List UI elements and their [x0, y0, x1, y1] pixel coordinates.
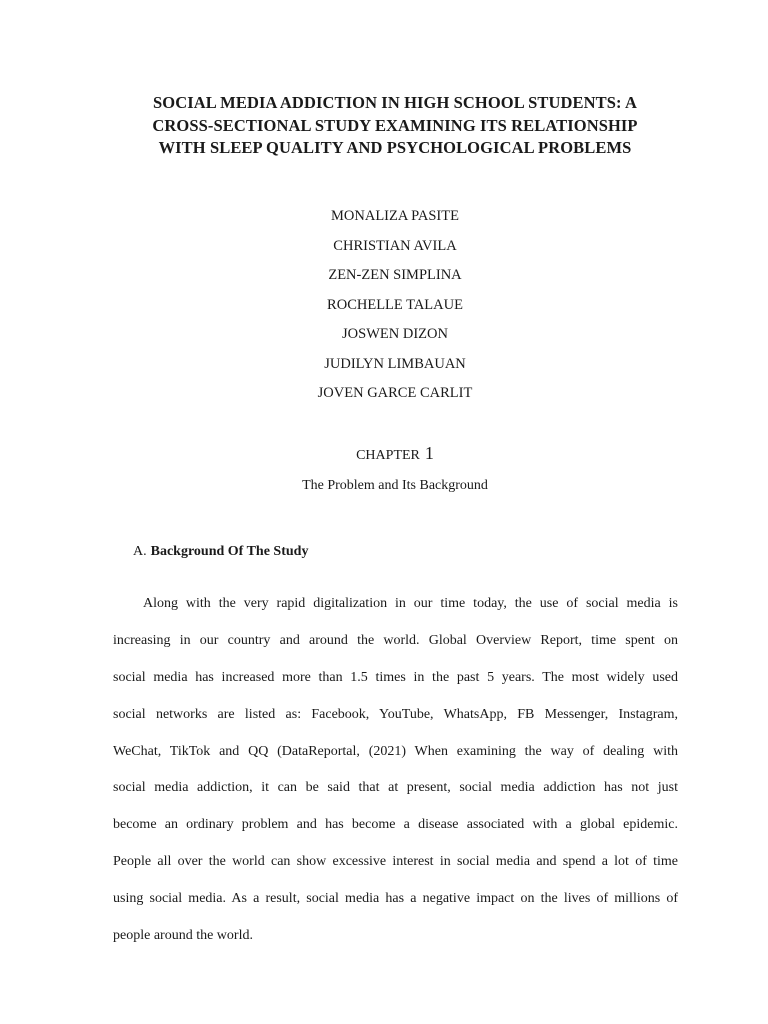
author-name: ROCHELLE TALAUE — [327, 296, 463, 313]
section-title: Background Of The Study — [150, 544, 309, 559]
chapter-heading — [190, 442, 600, 467]
title-line-1: SOCIAL MEDIA ADDICTION IN HIGH SCHOOL STUDENTS: A — [153, 93, 637, 112]
paragraph-line: WeChat, TikTok and QQ (DataReportal, (2021) When examining the way of dealing with — [113, 743, 678, 759]
paragraph-line: social media addiction, it can be said that at present, social media addiction has not just — [113, 780, 678, 796]
body-paragraph — [113, 586, 678, 955]
paragraph-line: using social media. As a result, social media has a negative impact on the lives of millions of — [113, 891, 678, 907]
chapter-number: 1 — [424, 443, 434, 463]
author-name: JUDILYN LIMBAUAN — [324, 355, 466, 372]
author-name: CHRISTIAN AVILA — [333, 237, 457, 254]
section-heading — [133, 541, 308, 563]
paragraph-line: become an ordinary problem and has become a disease associated with a global epidemic. — [113, 817, 678, 833]
chapter-subtitle: The Problem and Its Background — [302, 478, 488, 493]
author-name: JOVEN GARCE CARLIT — [317, 385, 473, 401]
paragraph-line: increasing in our country and around the world. Global Overview Report, time spent on — [113, 632, 678, 648]
author-list — [190, 202, 600, 409]
paragraph-line: Along with the very rapid digitalization in our time today, the use of social media is — [143, 596, 678, 611]
chapter-label: CHAPTER — [356, 448, 420, 463]
author-name: MONALIZA PASITE — [331, 208, 459, 224]
section-letter: A. — [133, 544, 147, 559]
author-name: ZEN-ZEN SIMPLINA — [328, 267, 462, 283]
title-line-3: WITH SLEEP QUALITY AND PSYCHOLOGICAL PROBLEMS — [158, 138, 632, 157]
paragraph-line: People all over the world can show excessive interest in social media and spend a lot of time — [113, 854, 678, 870]
author-name: JOSWEN DIZON — [342, 326, 448, 342]
paragraph-line: people around the world. — [113, 928, 253, 944]
paragraph-line: social networks are listed as: Facebook, YouTube, WhatsApp, FB Messenger, Instagram, — [113, 706, 678, 722]
paragraph-line: social media has increased more than 1.5 times in the past 5 years. The most widely used — [113, 669, 678, 685]
document-title — [100, 92, 690, 160]
title-line-2: CROSS-SECTIONAL STUDY EXAMINING ITS RELATIONSHIP — [152, 115, 638, 135]
